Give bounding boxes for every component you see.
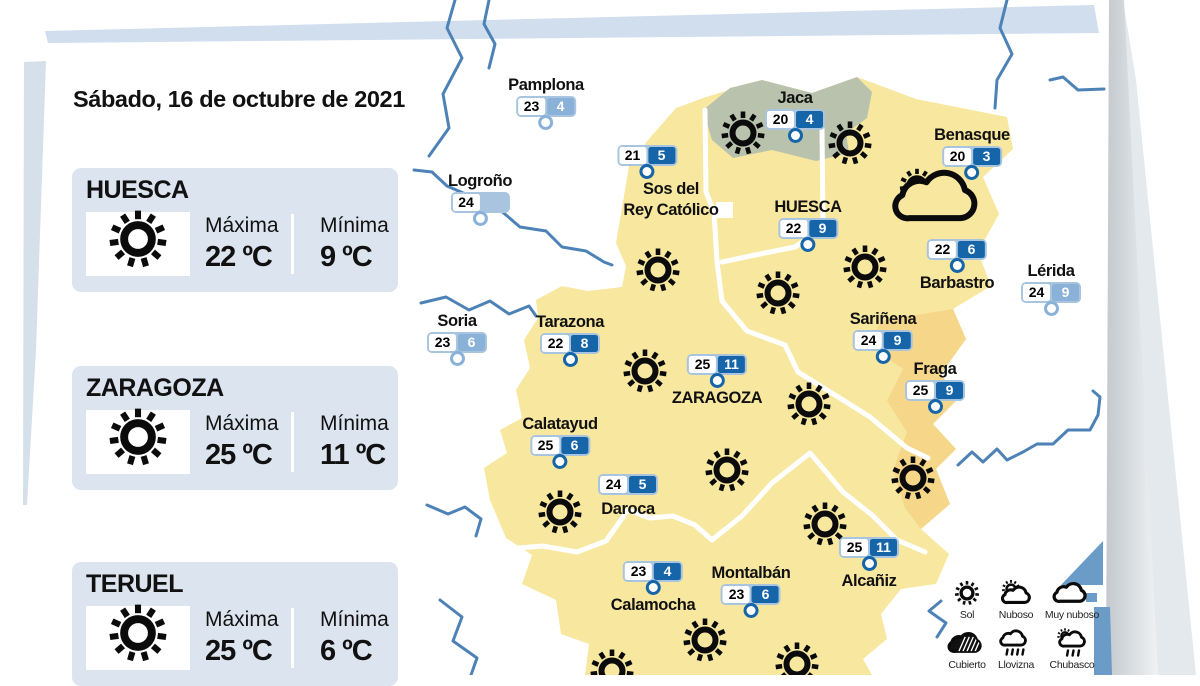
temperature-badge [623,561,683,582]
city-label: Benasque [934,127,1010,144]
min-temp: 9 [1052,284,1079,301]
city-label: HUESCA [774,199,841,216]
sun-icon [949,580,985,608]
legend-label: Chubasco [1050,659,1095,671]
city-label: Lérida [1027,263,1074,280]
legend-label: Llovizna [998,659,1034,671]
min-temp: 9 [884,332,911,349]
min-temp: 6 [958,241,985,258]
sun-icon [86,410,190,474]
city-weather-marker [920,239,994,294]
legend [944,580,1102,671]
max-temp: 24 [452,194,479,211]
temperature-badge [942,146,1002,167]
temperature-badge [927,239,987,260]
province-forecast-card [72,366,398,490]
city-label: Sos del [643,181,699,198]
max-temp: 25 [532,437,559,454]
legend-item [1042,630,1102,671]
city-label: Tarazona [536,314,604,331]
city-label: Sariñena [850,311,917,328]
min-temp-value: 9 ºC [320,243,396,272]
city-weather-marker [611,561,695,616]
legend-label: Cubierto [948,659,985,671]
city-label: Alcañiz [842,573,897,590]
min-temp: 5 [648,147,675,164]
river-line [958,391,1100,465]
min-temp-value: 6 ºC [320,637,396,666]
divider [291,214,294,274]
max-temp: 24 [1023,284,1050,301]
city-weather-marker [598,474,658,520]
legend-item [1042,580,1102,621]
city-weather-marker [427,312,487,366]
city-label: Montalbán [712,565,791,582]
city-label: Logroño [448,173,512,190]
city-weather-marker [850,310,917,364]
min-temp: 4 [654,563,681,580]
city-weather-marker [934,126,1010,180]
temperature-badge [530,435,590,456]
temperature-badge [598,474,658,495]
city-label: ZARAGOZA [672,390,762,407]
city-weather-marker [522,415,597,469]
city-weather-marker [448,172,512,226]
min-temp: 6 [561,437,588,454]
temperature-badge [617,145,677,166]
max-temp: 25 [841,539,868,556]
river-line [1050,77,1104,90]
min-temp-label: Mínima [320,215,396,236]
min-temp [481,194,507,211]
location-pointer-icon [552,454,567,469]
city-label: Jaca [777,90,812,107]
location-pointer-icon [709,373,724,388]
city-weather-marker [508,76,584,130]
city-weather-marker [1021,262,1081,316]
location-pointer-icon [801,237,816,252]
max-temp: 23 [518,98,545,115]
min-temp: 11 [718,356,745,373]
river-line [427,505,481,536]
legend-label: Muy nuboso [1045,609,1099,621]
min-temp: 6 [752,586,779,603]
province-name: ZARAGOZA [86,376,384,401]
river-line [414,170,612,265]
city-weather-marker [765,89,825,143]
city-label: Soria [437,313,476,330]
max-temp: 25 [689,356,716,373]
city-label: Barbastro [920,275,994,292]
temperature-badge [516,96,576,117]
max-temp-value: 22 ºC [205,243,281,272]
temperature-badge [1021,282,1081,303]
location-pointer-icon [964,165,979,180]
page-fold-decoration [23,61,46,505]
sun-cloud-icon [998,580,1034,608]
location-pointer-icon [862,556,877,571]
sun-icon [86,606,190,670]
city-label: Fraga [914,361,957,378]
sun-icon [86,212,190,276]
temperature-badge [721,584,781,605]
location-pointer-icon [788,128,803,143]
max-temp: 23 [429,334,456,351]
location-pointer-icon [640,164,655,179]
max-temp: 24 [855,332,882,349]
city-weather-marker [599,145,694,220]
legend-label: Sol [960,609,974,621]
legend-label: Nuboso [999,609,1033,621]
city-label: Rey Católico [623,202,718,219]
max-temp: 20 [767,111,794,128]
location-pointer-icon [950,258,965,273]
max-temp: 24 [600,476,627,493]
location-pointer-icon [539,115,554,130]
min-temp-label: Mínima [320,413,396,434]
blue-arrow-decoration [1061,541,1103,585]
temperature-badge [839,537,899,558]
province-name: TERUEL [86,572,384,597]
location-pointer-icon [472,211,487,226]
min-temp: 9 [809,220,836,237]
temperature-badge [540,333,600,354]
max-temp: 25 [907,382,934,399]
max-temp-label: Máxima [205,215,281,236]
temperature-badge [427,332,487,353]
max-temp-label: Máxima [205,413,281,434]
location-pointer-icon [876,349,891,364]
location-pointer-icon [928,399,943,414]
min-temp: 4 [796,111,823,128]
cloud-icon [1054,580,1090,608]
legend-item [990,580,1042,621]
max-temp-value: 25 ºC [205,637,281,666]
province-forecast-card [72,562,398,686]
max-temp: 23 [723,586,750,603]
city-weather-marker [905,360,965,414]
overcast-cloud-icon [949,630,985,658]
location-pointer-icon [1044,301,1059,316]
location-pointer-icon [562,352,577,367]
city-label: Calamocha [611,597,695,614]
min-temp: 11 [870,539,897,556]
divider [291,608,294,668]
max-temp: 22 [780,220,807,237]
min-temp: 9 [936,382,963,399]
min-temp: 4 [547,98,574,115]
city-label: Daroca [601,501,655,518]
temperature-badge [853,330,913,351]
province-forecast-card [72,168,398,292]
min-temp: 8 [571,335,598,352]
city-weather-marker [672,354,762,409]
temperature-badge [778,218,838,239]
min-temp: 6 [458,334,485,351]
max-temp-value: 25 ºC [205,441,281,470]
legend-item [944,580,990,621]
min-temp: 3 [973,148,1000,165]
max-temp: 23 [625,563,652,580]
page-fold-decoration [45,5,1099,43]
temperature-badge [450,192,509,213]
rain-shower-icon [1054,630,1090,658]
legend-item [944,630,990,671]
river-line [440,600,477,675]
legend-item [990,630,1042,671]
divider [291,412,294,472]
drizzle-icon [998,630,1034,658]
temperature-badge [905,380,965,401]
city-weather-marker [536,313,604,367]
temperature-badge [687,354,747,375]
city-label: Pamplona [508,77,584,94]
city-weather-marker [839,537,899,592]
min-temp: 5 [629,476,656,493]
location-pointer-icon [646,580,661,595]
province-name: HUESCA [86,178,384,203]
city-weather-marker [712,564,791,618]
location-pointer-icon [744,603,759,618]
max-temp: 22 [929,241,956,258]
min-temp-value: 11 ºC [320,441,396,470]
date-title: Sábado, 16 de octubre de 2021 [73,86,405,113]
max-temp: 20 [944,148,971,165]
max-temp-label: Máxima [205,609,281,630]
temperature-badge [765,109,825,130]
city-weather-marker [774,198,841,252]
min-temp-label: Mínima [320,609,396,630]
max-temp: 21 [619,147,646,164]
max-temp: 22 [542,335,569,352]
location-pointer-icon [450,351,465,366]
city-label: Calatayud [522,416,597,433]
